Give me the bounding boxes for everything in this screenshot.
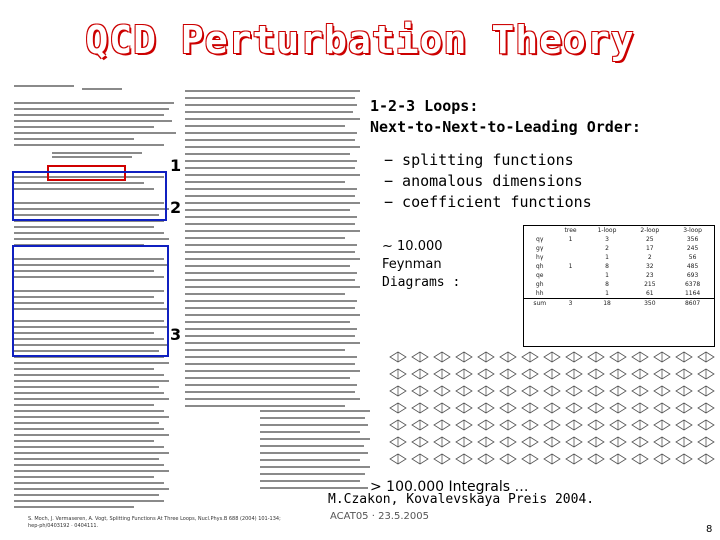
table-cell [555, 280, 585, 289]
feynman-diagram-glyph [698, 403, 714, 413]
feynman-diagram-glyph [478, 352, 494, 362]
feynman-diagram-glyph [566, 369, 582, 379]
feynman-diagram-glyph [390, 386, 406, 396]
table-header: 1-loop [597, 227, 617, 234]
feynman-diagram-glyph [610, 386, 626, 396]
table-row [524, 253, 714, 262]
feynman-diagram-glyph [632, 403, 648, 413]
footer-conference: ACAT05 · 23.5.2005 [330, 511, 429, 522]
table-cell: 1 [605, 254, 609, 261]
bullet-item: − splitting functions [384, 151, 574, 169]
integrals-count: > 100.000 Integrals … [370, 479, 529, 495]
table-cell: 8 [605, 263, 609, 270]
reference-line-2: hep-ph/0403192 · 0404111. [28, 523, 99, 529]
table-row [524, 235, 714, 244]
table-cell: gh [535, 281, 544, 288]
table-cell: 17 [645, 245, 654, 252]
loops-heading [370, 96, 641, 138]
feynman-diagram-glyph [610, 403, 626, 413]
feynman-diagram-glyph [544, 352, 560, 362]
heading-line-2: Next-to-Next-to-Leading Order: [370, 118, 641, 136]
feynman-diagram-glyph [588, 403, 604, 413]
feynman-diagram-glyph [698, 386, 714, 396]
label-one-loop: 1 [170, 156, 182, 175]
feynman-diagram-glyph [522, 454, 538, 464]
feynman-diagram-glyph [500, 420, 516, 430]
feynman-diagram-glyph [412, 386, 428, 396]
feynman-diagram-glyph [610, 352, 626, 362]
feynman-diagram-glyph [456, 403, 472, 413]
feynman-diagram-glyph [434, 454, 450, 464]
feynman-diagram-glyph [566, 437, 582, 447]
feynman-diagram-glyph [478, 386, 494, 396]
table-cell: 61 [645, 290, 654, 297]
feynman-diagram-glyph [456, 369, 472, 379]
feynman-diagram-glyph [456, 386, 472, 396]
table-cell: 215 [644, 281, 656, 288]
table-cell: 25 [645, 236, 654, 243]
feynman-diagram-glyph [610, 437, 626, 447]
feynman-diagram-glyph [566, 403, 582, 413]
table-cell: 1164 [684, 290, 701, 297]
table-sum-row [524, 299, 714, 309]
bullet-item: − anomalous dimensions [384, 172, 583, 190]
feynman-diagram-glyph [500, 403, 516, 413]
table-cell: 1 [605, 290, 609, 297]
feynman-diagram-glyph [390, 437, 406, 447]
reference-line-1: S. Moch, J. Vermaseren, A. Vogt, Splitting Functions At Three Loops, Nucl.Phys.B 688 (2004) 101-134; [28, 516, 281, 522]
feynman-diagram-glyph [500, 352, 516, 362]
table-header: tree [564, 227, 577, 234]
feynman-diagram-glyph [632, 437, 648, 447]
table-cell: hγ [536, 254, 544, 261]
reference-citation [28, 516, 318, 530]
feynman-diagram-glyph [390, 403, 406, 413]
slide-title: QCD Perturbation Theory [85, 18, 635, 62]
table-cell: sum [533, 300, 547, 307]
highlight-box-two-loop [12, 171, 167, 221]
feynman-diagram-glyph [698, 352, 714, 362]
feynman-diagram-glyph [500, 437, 516, 447]
feynman-diagram-glyph [478, 403, 494, 413]
feynman-diagram-glyph [522, 420, 538, 430]
feynman-diagram-glyph [390, 369, 406, 379]
feynman-diagram-glyph [610, 369, 626, 379]
feynman-diagram-glyph [412, 420, 428, 430]
authors-credit: M.Czakon, Kovalevskaya Preis 2004. [328, 492, 595, 507]
table-cell: 1 [568, 263, 573, 270]
feynman-diagrams-grid [388, 348, 716, 468]
table-cell: 1 [605, 272, 609, 279]
feynman-diagram-glyph [544, 437, 560, 447]
table-cell: 350 [644, 300, 656, 307]
feynman-line-2: Feynman [382, 257, 442, 272]
feynman-diagram-glyph [566, 420, 582, 430]
feynman-diagram-glyph [676, 386, 692, 396]
table-cell: qh [535, 263, 544, 270]
feynman-line-1: ~ 10.000 [382, 239, 443, 254]
feynman-diagram-glyph [676, 420, 692, 430]
bullet-item: − coefficient functions [384, 193, 592, 211]
feynman-diagram-glyph [412, 454, 428, 464]
feynman-diagram-glyph [676, 437, 692, 447]
feynman-diagram-glyph [632, 386, 648, 396]
feynman-diagram-glyph [676, 403, 692, 413]
feynman-diagram-glyph [566, 454, 582, 464]
feynman-diagram-glyph [588, 352, 604, 362]
feynman-diagram-count [382, 238, 460, 292]
feynman-diagrams-image [388, 348, 716, 468]
feynman-diagram-glyph [588, 454, 604, 464]
feynman-diagram-glyph [522, 386, 538, 396]
feynman-diagram-glyph [522, 437, 538, 447]
table-cell: qe [535, 272, 544, 279]
feynman-diagram-glyph [588, 386, 604, 396]
table-cell: 1 [568, 236, 573, 243]
feynman-diagram-glyph [588, 437, 604, 447]
feynman-diagram-glyph [698, 369, 714, 379]
table-cell: 18 [603, 300, 611, 307]
feynman-diagram-glyph [610, 454, 626, 464]
feynman-diagram-glyph [544, 454, 560, 464]
feynman-diagram-glyph [654, 403, 670, 413]
feynman-diagram-glyph [654, 386, 670, 396]
feynman-diagram-glyph [412, 437, 428, 447]
feynman-diagram-glyph [478, 454, 494, 464]
highlight-box-three-loop [12, 245, 169, 357]
feynman-diagram-glyph [456, 454, 472, 464]
feynman-diagram-glyph [456, 352, 472, 362]
table-cell: 356 [686, 236, 699, 243]
feynman-diagram-glyph [698, 437, 714, 447]
table-cell: 3 [568, 300, 573, 307]
table-cell: 8607 [684, 300, 701, 307]
feynman-diagram-glyph [544, 403, 560, 413]
feynman-diagram-glyph [522, 403, 538, 413]
feynman-diagram-glyph [632, 420, 648, 430]
feynman-diagram-glyph [478, 437, 494, 447]
feynman-diagram-glyph [390, 352, 406, 362]
table-cell [555, 271, 585, 280]
table-row [524, 262, 714, 271]
feynman-diagram-glyph [588, 369, 604, 379]
table-cell: 485 [686, 263, 699, 270]
feynman-diagram-glyph [412, 369, 428, 379]
table-cell: 56 [688, 254, 697, 261]
feynman-diagram-glyph [500, 454, 516, 464]
table-row [524, 271, 714, 280]
feynman-diagram-glyph [412, 352, 428, 362]
feynman-diagram-glyph [632, 369, 648, 379]
table-row [524, 244, 714, 253]
feynman-diagram-glyph [456, 420, 472, 430]
label-two-loop: 2 [170, 198, 182, 217]
table-header [524, 226, 555, 235]
feynman-diagram-glyph [522, 369, 538, 379]
feynman-diagram-glyph [544, 386, 560, 396]
table-cell [555, 244, 585, 253]
feynman-diagram-glyph [478, 369, 494, 379]
feynman-diagram-glyph [434, 352, 450, 362]
feynman-diagram-glyph [676, 352, 692, 362]
table-cell: 2 [605, 245, 609, 252]
table-cell: 8 [605, 281, 609, 288]
feynman-diagram-glyph [566, 386, 582, 396]
table-cell: 245 [686, 245, 699, 252]
feynman-diagram-glyph [632, 454, 648, 464]
feynman-diagram-glyph [632, 352, 648, 362]
table-cell: qγ [536, 236, 544, 243]
feynman-diagram-glyph [544, 369, 560, 379]
table-cell: 2 [647, 254, 652, 261]
feynman-diagram-glyph [500, 369, 516, 379]
feynman-diagram-glyph [434, 369, 450, 379]
feynman-diagram-glyph [434, 403, 450, 413]
table-row [524, 289, 714, 299]
table-cell: 3 [605, 236, 609, 243]
label-three-loop: 3 [170, 325, 182, 344]
feynman-diagram-glyph [566, 352, 582, 362]
table-cell [555, 253, 585, 262]
feynman-diagram-glyph [610, 420, 626, 430]
feynman-diagram-glyph [522, 352, 538, 362]
feynman-diagram-glyph [434, 420, 450, 430]
table-row [524, 280, 714, 289]
feynman-diagram-glyph [478, 420, 494, 430]
feynman-diagram-glyph [456, 437, 472, 447]
feynman-diagram-glyph [390, 454, 406, 464]
loop-diagram-table [523, 225, 715, 347]
page-number: 8 [706, 524, 713, 535]
heading-line-1: 1-2-3 Loops: [370, 97, 479, 115]
table-cell: 23 [645, 272, 654, 279]
feynman-diagram-glyph [676, 369, 692, 379]
feynman-line-3: Diagrams : [382, 275, 461, 290]
table-cell: 6378 [684, 281, 701, 288]
feynman-diagram-glyph [654, 420, 670, 430]
feynman-diagram-glyph [588, 420, 604, 430]
table-cell: 693 [686, 272, 699, 279]
feynman-diagram-glyph [654, 352, 670, 362]
feynman-diagram-glyph [390, 420, 406, 430]
table-cell: gγ [536, 245, 544, 252]
feynman-diagram-glyph [412, 403, 428, 413]
table-cell: hh [535, 290, 544, 297]
feynman-diagram-glyph [654, 369, 670, 379]
feynman-diagram-glyph [500, 386, 516, 396]
feynman-diagram-glyph [698, 420, 714, 430]
feynman-diagram-glyph [676, 454, 692, 464]
feynman-diagram-glyph [544, 420, 560, 430]
feynman-diagram-glyph [434, 386, 450, 396]
table-cell [555, 289, 585, 299]
feynman-diagram-glyph [654, 454, 670, 464]
feynman-diagram-glyph [434, 437, 450, 447]
table-header-row [524, 226, 714, 235]
table-header: 2-loop [640, 227, 660, 234]
feynman-diagram-glyph [698, 454, 714, 464]
feynman-diagram-glyph [654, 437, 670, 447]
table-header: 3-loop [683, 227, 702, 234]
table-cell: 32 [645, 263, 654, 270]
bullet-list [384, 150, 592, 213]
